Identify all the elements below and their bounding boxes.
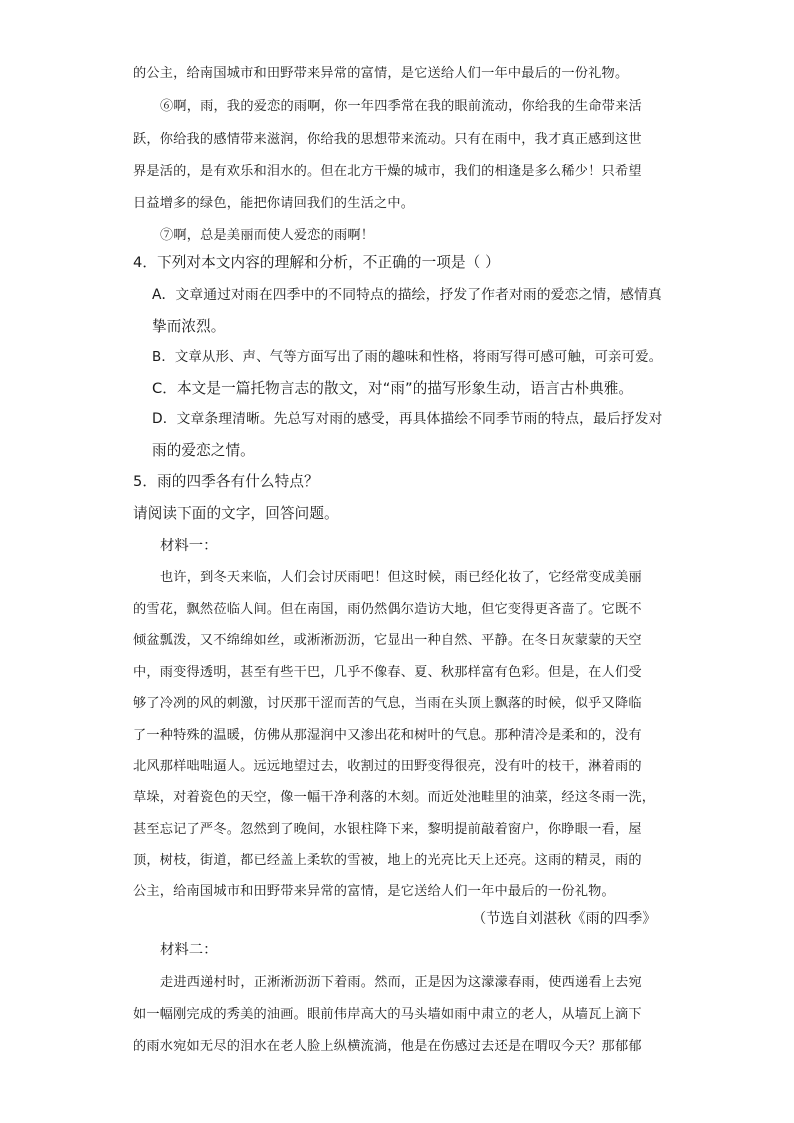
material-1-line: 公主，给南国城市和田野带来异常的富情，是它送给人们一年中最后的一份礼物。: [133, 884, 615, 899]
material-2-line: 如一幅刚完成的秀美的油画。眼前伟岸高大的马头墙如雨中肃立的老人，从墙瓦上滴下: [133, 1007, 642, 1022]
question-4-stem: 4．下列对本文内容的理解和分析，不正确的一项是（ ）: [133, 254, 500, 271]
option-b: B．文章从形、声、气等方面写出了雨的趣味和性格，将雨写得可感可触，可亲可爱。: [152, 350, 663, 365]
option-d: D．文章条理清晰。先总写对雨的感受，再具体描绘不同季节雨的特点，最后抒发对: [152, 411, 663, 427]
material-1-line: 草垛，对着瓷色的天空，像一幅干净利落的木刻。而近处池畦里的油菜，经这冬雨一洗，: [133, 790, 656, 805]
material-1-line: 倾盆瓢泼，又不绵绵如丝，或淅淅沥沥，它显出一种自然、平静。在冬日灰蒙蒙的天空: [133, 633, 642, 648]
material-1-line: 甚至忘记了严冬。忽然到了晚间，水银柱降下来，黎明提前敲着窗户，你睁眼一看，屋: [133, 822, 642, 837]
option-a: A．文章通过对雨在四季中的不同特点的描绘，抒发了作者对雨的爱恋之情，感情真: [152, 287, 662, 303]
passage-line: 界是活的，是有欢乐和泪水的。但在北方干燥的城市，我们的相逢是多么稀少！只希望: [133, 164, 642, 179]
passage-line: 的公主，给南国城市和田野带来异常的富情，是它送给人们一年中最后的一份礼物。: [133, 66, 629, 81]
passage-line: 日益增多的绿色，能把你请回我们的生活之中。: [133, 196, 415, 211]
question-5-stem: 5．雨的四季各有什么特点？: [133, 473, 319, 490]
option-d-cont: 雨的爱恋之情。: [152, 442, 255, 459]
material-1-source: （节选自刘湛秋《雨的四季》: [472, 911, 657, 927]
material-1-line: 够了冷冽的风的刺激，讨厌那干涩而苦的气息，当雨在头顶上飘落的时候，似乎又降临: [133, 696, 642, 711]
material-2-line: 走进西递村时，正淅淅沥沥下着雨。然而，正是因为这濛濛春雨，使西递看上去宛: [160, 975, 642, 990]
material-2-line: 的雨水宛如无尽的泪水在老人脸上纵横流淌，他是在伤感过去还是在喟叹今天？那郁郁: [133, 1039, 642, 1054]
option-c: C．本文是一篇托物言志的散文，对“雨”的描写形象生动，语言古朴典雅。: [152, 380, 634, 397]
option-a-cont: 挚而浓烈。: [152, 318, 226, 335]
passage-line: ⑦啊，总是美丽而使人爱恋的雨啊！: [160, 228, 375, 243]
material-1-line: 顶，树枝，街道，都已经盖上柔软的雪被，地上的光亮比天上还亮。这雨的精灵，雨的: [133, 853, 642, 868]
material-2-label: 材料二：: [160, 942, 218, 958]
reading-instruction: 请阅读下面的文字，回答问题。: [133, 505, 339, 522]
material-1-line: 中，雨变得透明，甚至有些干巴，几乎不像春、夏、秋那样富有色彩。但是，在人们受: [133, 665, 642, 680]
passage-line: ⑥啊，雨，我的爱恋的雨啊，你一年四季常在我的眼前流动，你给我的生命带来活: [160, 99, 642, 114]
material-1-line: 了一种特殊的温暖，仿佛从那湿润中又渗出花和树叶的气息。那种清冷是柔和的，没有: [133, 728, 642, 743]
material-1-label: 材料一：: [160, 538, 218, 554]
passage-line: 跃，你给我的感情带来滋润，你给我的思想带来流动。只有在雨中，我才真正感到这世: [133, 132, 642, 147]
material-1-line: 也许，到冬天来临，人们会讨厌雨吧！但这时候，雨已经化妆了，它经常变成美丽: [160, 570, 642, 585]
material-1-line: 的雪花，飘然莅临人间。但在南国，雨仍然偶尔造访大地，但它变得更吝啬了。它既不: [133, 602, 642, 617]
material-1-line: 北风那样咄咄逼人。远远地望过去，收割过的田野变得很亮，没有叶的枝干，淋着雨的: [133, 759, 642, 774]
